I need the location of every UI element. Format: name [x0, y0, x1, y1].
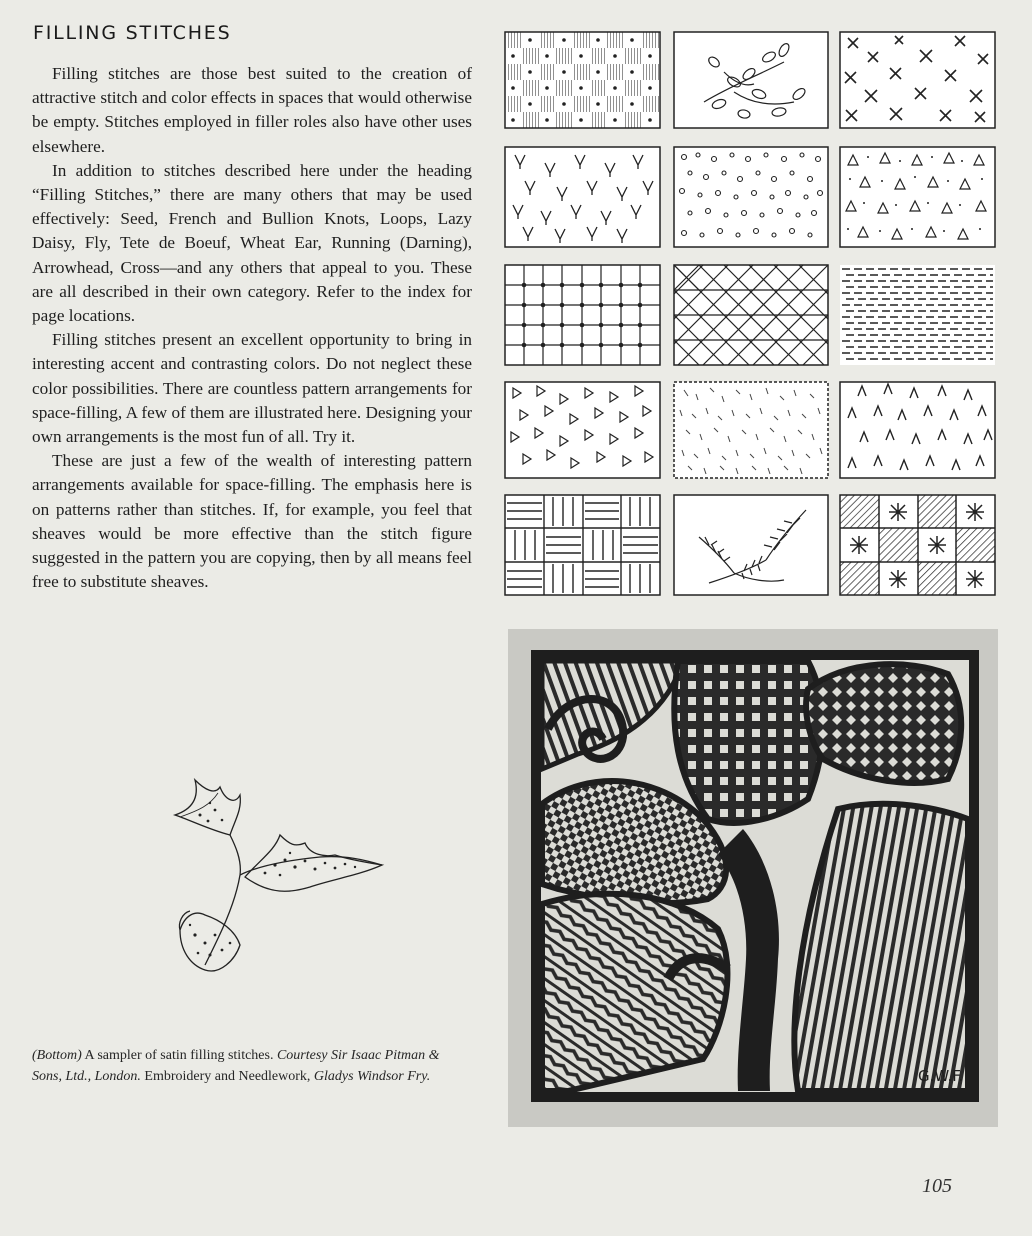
- pattern-leaf-sprig: [674, 32, 828, 128]
- pattern-dashed-lines: [840, 265, 995, 365]
- page-number: 105: [922, 1175, 952, 1197]
- paragraph-patterns: These are just a few of the wealth of interesting pattern arrangements available for space-filling. The emphasis here is on patterns rather than stitches. If, for example, you feel that sheaves would be more effective than the stitch figure suggested in the pattern you are copying, then by all means feel free to substitute sheaves.: [32, 451, 472, 592]
- pattern-triangles: [505, 382, 660, 478]
- caption-position: (Bottom): [32, 1048, 82, 1063]
- caption-description: A sampler of satin filling stitches.: [81, 1048, 277, 1063]
- pattern-grid-dots: [505, 265, 660, 365]
- paragraph-intro: Filling stitches are those best suited to the creation of attractive stitch and color effects in spaces that would otherwise be empty. Stitches employed in filler roles also have other uses elsewhere.: [32, 64, 472, 156]
- satin-stitch-sampler: [508, 629, 998, 1127]
- sampler-signature: G.W.F.: [918, 1067, 964, 1085]
- paragraph-color: Filling stitches present an excellent opportunity to bring in interesting accent and contrasting colors. Do not neglect these color possibilities. There are countless pattern arrangements for space-filling, A few of them are illustrated here. Designing your own arrangements is the most fun of all. Try it.: [32, 330, 472, 447]
- pattern-circles: [674, 147, 828, 247]
- paragraph-other-stitches: In addition to stitches described here under the heading “Filling Stitches,” there are many others that may be used effectively: Seed, French and Bullion Knots, Loops, Lazy Daisy, Fly, Tete de Boeuf, Wheat Ear, Running (Darning), Arrowhead, Cross—and any others that appeal to you. These are all described in their own category. Refer to the index for page locations.: [32, 160, 472, 326]
- pattern-crosses: [840, 32, 995, 128]
- caption-courtesy: Courtesy Sir Isaac Pitman & Sons, Ltd., London.: [32, 1048, 440, 1084]
- pattern-dotted-triangles: [840, 147, 995, 247]
- leaf-sprig-illustration: [150, 765, 395, 995]
- pattern-lattice: [674, 265, 828, 365]
- figure-caption: [32, 1045, 472, 1087]
- pattern-carets: [840, 382, 995, 478]
- pattern-fern-sprays: [674, 495, 828, 595]
- pattern-samples-grid: [500, 27, 1000, 607]
- pattern-basket-weave: [505, 495, 660, 595]
- pattern-hatched-stars: [840, 495, 995, 595]
- body-text: [32, 62, 472, 594]
- section-heading: FILLING STITCHES: [33, 22, 232, 44]
- caption-author: Gladys Windsor Fry.: [313, 1069, 431, 1084]
- caption-source: Embroidery and Needlework,: [140, 1069, 314, 1084]
- pattern-checker-dots: [505, 32, 660, 128]
- pattern-v-tulips: [505, 147, 660, 247]
- pattern-scattered-dashes: [674, 382, 828, 478]
